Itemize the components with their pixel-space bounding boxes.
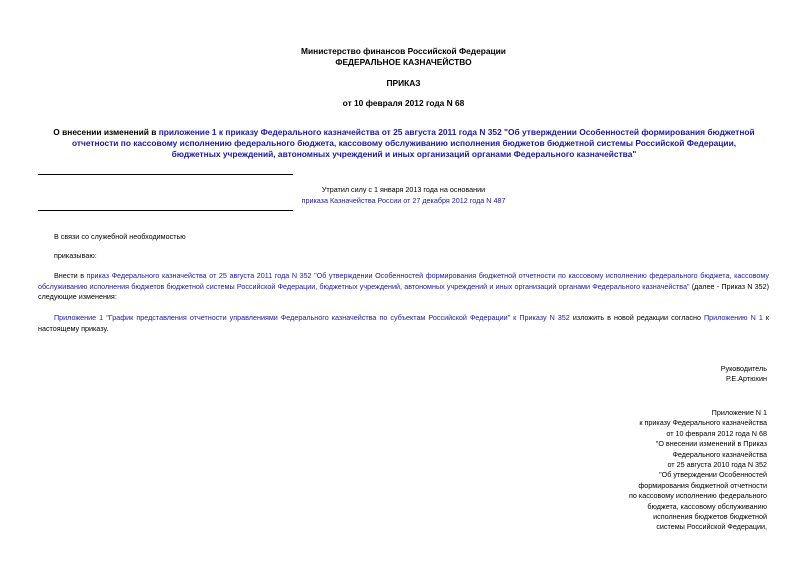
appendix-line: исполнения бюджетов бюджетной	[653, 512, 767, 522]
appendix-line: Федерального казначейства	[672, 449, 767, 459]
appendix-block	[629, 408, 767, 533]
document-title	[48, 127, 760, 160]
p2-link-appendix[interactable]: Приложение 1 "График представления отчетности управлениями Федерального казначейства по субъектам Российской Федерации" к Приказу N 352	[54, 313, 570, 322]
order-word: приказываю:	[54, 251, 97, 260]
p1-prefix: Внести в	[54, 271, 87, 280]
signature-role: Руководитель	[720, 364, 767, 373]
signature-name: Р.Е.Артюхин	[725, 374, 767, 384]
appendix-line: от 25 августа 2010 года N 352	[667, 460, 767, 470]
appendix-line: "Об утверждении Особенностей	[659, 470, 767, 480]
p2-link-annex[interactable]: Приложению N 1	[704, 313, 763, 322]
agency-heading: ФЕДЕРАЛЬНОЕ КАЗНАЧЕЙСТВО	[335, 57, 472, 67]
intro-text: В связи со служебной необходимостью	[54, 232, 186, 241]
status-note-line1: Утратил силу с 1 января 2013 года на основании	[321, 185, 486, 194]
p1-link[interactable]: приказ Федерального казначейства от 25 августа 2011 года N 352 "Об утверждении Особенностей формирования бюджетной отчетности по кассовому исполнению федерального бюджета, кассовому обслуживанию исполнения бюджетов бюджетной системы Российской Федерации, бюджетных учреждений, автономных учреждений и иных организаций органами Федерального казначейства"	[38, 271, 769, 291]
p2-mid: изложить в новой редакции согласно	[569, 313, 705, 322]
appendix-line: к приказу Федерального казначейства	[639, 418, 767, 428]
signature-block	[721, 364, 767, 385]
doc-type-heading: ПРИКАЗ	[386, 78, 421, 88]
paragraph-2	[38, 313, 769, 334]
appendix-line: бюджета, кассовому обслуживанию	[647, 501, 767, 511]
appendix-line: формирования бюджетной отчетности	[638, 480, 767, 490]
ministry-heading: Министерство финансов Российской Федерации	[301, 46, 506, 56]
p1-suffix: (далее - Приказ N 352) следующие изменения:	[38, 281, 770, 301]
appendix-line: системы Российской Федерации,	[656, 522, 767, 532]
doc-date-number: от 10 февраля 2012 года N 68	[342, 98, 465, 108]
appendix-line: по кассовому исполнению федерального	[629, 491, 767, 501]
paragraph-1	[38, 271, 769, 303]
appendix-line: от 10 февраля 2012 года N 68	[666, 428, 767, 438]
p2-suffix: к настоящему приказу.	[38, 313, 769, 333]
appendix-line: Приложение N 1	[711, 408, 767, 417]
appendix-line: "О внесении изменений в Приказ	[655, 439, 767, 449]
divider-top	[38, 174, 293, 175]
title-prefix: О внесении изменений в	[53, 127, 159, 137]
divider-bottom	[38, 210, 293, 211]
title-link[interactable]: приложение 1 к приказу Федерального казначейства от 25 августа 2011 года N 352 "Об утверждении Особенностей формирования бюджетной отчетности по кассовому исполнению федерального бюджета, кассовому обслуживанию исполнения бюджетов бюджетной системы Российской Федерации, бюджетных учреждений, автономных учреждений и иных организаций органами Федерального казначейства"	[71, 127, 755, 159]
status-note-link[interactable]: приказа Казначейства России от 27 декабря 2012 года N 487	[301, 196, 506, 205]
